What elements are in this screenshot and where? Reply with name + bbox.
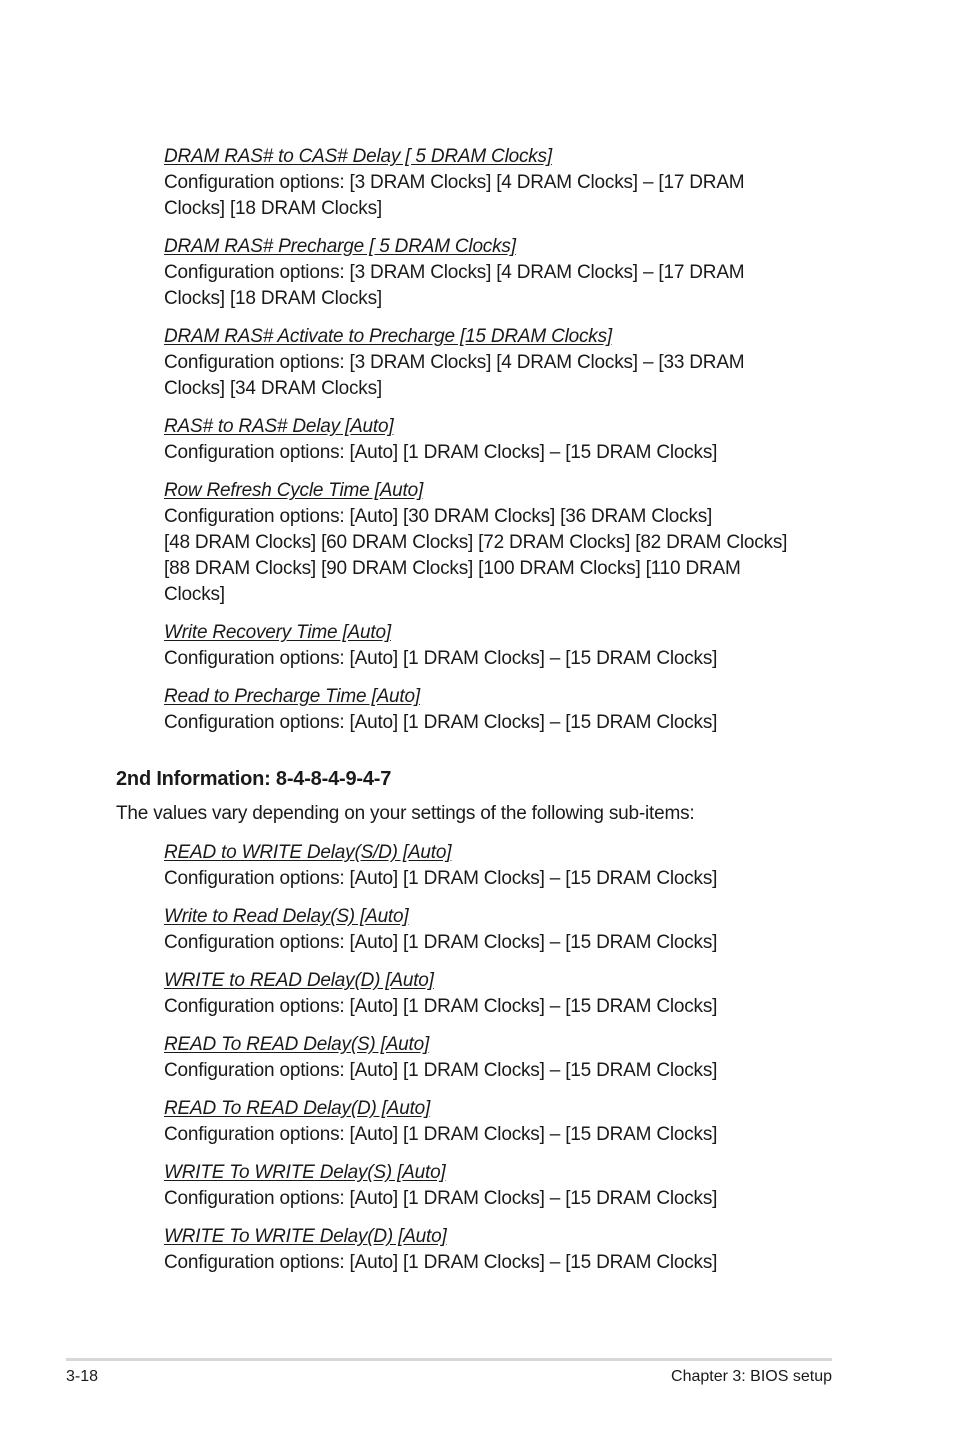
setting-title: READ To READ Delay(D) [Auto]	[164, 1098, 431, 1119]
setting-title: READ To READ Delay(S) [Auto]	[164, 1034, 430, 1055]
setting-options-line: Configuration options: [3 DRAM Clocks] [4 DRAM Clocks] – [17 DRAM	[164, 262, 745, 283]
setting-options-line: Configuration options: [Auto] [1 DRAM Clocks] – [15 DRAM Clocks]	[164, 1252, 718, 1273]
setting-options-line: Configuration options: [Auto] [1 DRAM Clocks] – [15 DRAM Clocks]	[164, 712, 718, 733]
setting-title: Read to Precharge Time [Auto]	[164, 686, 420, 707]
section-heading: 2nd Information: 8-4-8-4-9-4-7	[116, 768, 392, 790]
setting-title: WRITE To WRITE Delay(D) [Auto]	[164, 1226, 447, 1247]
setting-item	[164, 478, 844, 608]
setting-options-line: Clocks] [18 DRAM Clocks]	[164, 198, 382, 219]
section-intro: The values vary depending on your settings of the following sub-items:	[116, 803, 695, 824]
setting-options-line: Configuration options: [Auto] [1 DRAM Clocks] – [15 DRAM Clocks]	[164, 442, 718, 463]
setting-item	[164, 840, 844, 892]
setting-title: Row Refresh Cycle Time [Auto]	[164, 480, 424, 501]
setting-options-line: Clocks]	[164, 584, 225, 605]
setting-options-line: [88 DRAM Clocks] [90 DRAM Clocks] [100 DRAM Clocks] [110 DRAM	[164, 558, 741, 579]
timing-items-group-2	[164, 840, 844, 1288]
setting-title: WRITE To WRITE Delay(S) [Auto]	[164, 1162, 446, 1183]
setting-title: RAS# to RAS# Delay [Auto]	[164, 416, 394, 437]
setting-title: Write Recovery Time [Auto]	[164, 622, 391, 643]
setting-options-line: Configuration options: [Auto] [1 DRAM Clocks] – [15 DRAM Clocks]	[164, 868, 718, 889]
setting-options-line: Clocks] [34 DRAM Clocks]	[164, 378, 382, 399]
setting-options-line: Configuration options: [Auto] [30 DRAM Clocks] [36 DRAM Clocks]	[164, 506, 713, 527]
setting-options-line: [48 DRAM Clocks] [60 DRAM Clocks] [72 DRAM Clocks] [82 DRAM Clocks]	[164, 532, 788, 553]
setting-options-line: Configuration options: [Auto] [1 DRAM Clocks] – [15 DRAM Clocks]	[164, 932, 718, 953]
setting-title: Write to Read Delay(S) [Auto]	[164, 906, 409, 927]
setting-item	[164, 684, 844, 736]
setting-item	[164, 414, 844, 466]
setting-title: READ to WRITE Delay(S/D) [Auto]	[164, 842, 452, 863]
timing-items-group-1	[164, 144, 844, 748]
setting-options-line: Configuration options: [Auto] [1 DRAM Clocks] – [15 DRAM Clocks]	[164, 648, 718, 669]
setting-title: DRAM RAS# Activate to Precharge [15 DRAM Clocks]	[164, 326, 612, 347]
setting-item	[164, 904, 844, 956]
setting-options-line: Configuration options: [3 DRAM Clocks] [4 DRAM Clocks] – [33 DRAM	[164, 352, 745, 373]
chapter-label: Chapter 3: BIOS setup	[671, 1368, 832, 1385]
setting-item	[164, 234, 844, 312]
setting-options-line: Configuration options: [Auto] [1 DRAM Clocks] – [15 DRAM Clocks]	[164, 1188, 718, 1209]
setting-item	[164, 1032, 844, 1084]
setting-item	[164, 324, 844, 402]
setting-title: WRITE to READ Delay(D) [Auto]	[164, 970, 434, 991]
setting-options-line: Configuration options: [3 DRAM Clocks] [4 DRAM Clocks] – [17 DRAM	[164, 172, 745, 193]
setting-item	[164, 144, 844, 222]
page-number: 3-18	[66, 1368, 99, 1385]
setting-options-line: Configuration options: [Auto] [1 DRAM Clocks] – [15 DRAM Clocks]	[164, 1060, 718, 1081]
footer-divider	[66, 1358, 832, 1361]
setting-item	[164, 1224, 844, 1276]
setting-options-line: Configuration options: [Auto] [1 DRAM Clocks] – [15 DRAM Clocks]	[164, 996, 718, 1017]
setting-options-line: Configuration options: [Auto] [1 DRAM Clocks] – [15 DRAM Clocks]	[164, 1124, 718, 1145]
setting-title: DRAM RAS# to CAS# Delay [ 5 DRAM Clocks]	[164, 146, 552, 167]
setting-item	[164, 620, 844, 672]
setting-item	[164, 968, 844, 1020]
setting-options-line: Clocks] [18 DRAM Clocks]	[164, 288, 382, 309]
setting-item	[164, 1096, 844, 1148]
setting-title: DRAM RAS# Precharge [ 5 DRAM Clocks]	[164, 236, 516, 257]
setting-item	[164, 1160, 844, 1212]
